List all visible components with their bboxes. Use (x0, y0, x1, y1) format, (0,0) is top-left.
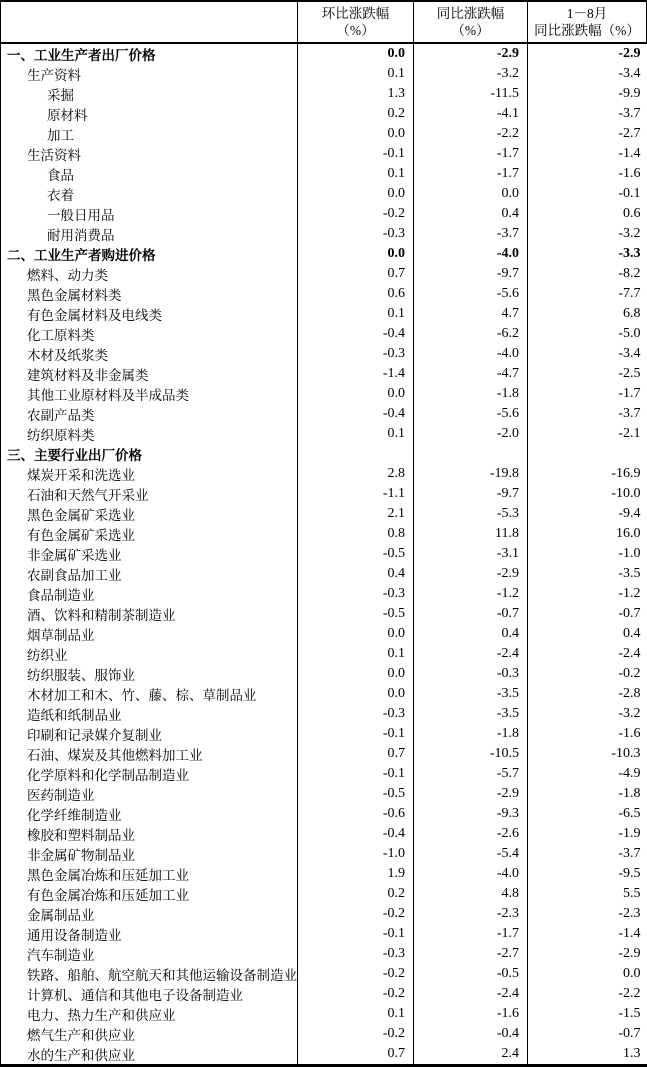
table-row (1, 144, 647, 164)
row-value: 2.1 (298, 504, 414, 524)
row-value: -3.5 (618, 566, 641, 581)
row-value: -5.6 (414, 404, 528, 424)
row-value: -0.2 (298, 984, 414, 1004)
row-label: 衣着 (1, 184, 298, 204)
row-value (298, 444, 414, 464)
header-row (1, 1, 647, 43)
row-value: 5.5 (623, 886, 641, 901)
row-value: -2.9 (414, 564, 528, 584)
row-value: 0.1 (298, 1004, 414, 1024)
table-row (1, 184, 647, 204)
row-label: 原材料 (1, 104, 298, 124)
row-label: 其他工业原材料及半成品类 (1, 384, 298, 404)
row-value: -3.7 (414, 224, 528, 244)
table-row (1, 844, 647, 864)
row-value: 0.2 (298, 104, 414, 124)
row-value: -9.7 (414, 484, 528, 504)
table-body (1, 43, 647, 1066)
table-row (1, 804, 647, 824)
row-value: -0.4 (298, 324, 414, 344)
row-value: -2.3 (414, 904, 528, 924)
table-header (1, 1, 647, 43)
table-row (1, 224, 647, 244)
row-label: 黑色金属材料类 (1, 284, 298, 304)
row-label: 黑色金属冶炼和压延加工业 (1, 864, 298, 884)
row-value: -10.5 (414, 744, 528, 764)
row-value: -1.8 (618, 786, 641, 801)
table-row (1, 404, 647, 424)
row-value: -1.6 (618, 166, 641, 181)
row-value: 0.1 (298, 164, 414, 184)
row-value: -0.7 (414, 604, 528, 624)
row-label: 纺织原料类 (1, 424, 298, 444)
header-col-ytd-line2: 同比涨跌幅（%） (534, 23, 640, 38)
row-value: -4.0 (414, 344, 528, 364)
row-value: -3.7 (618, 406, 641, 421)
table-row (1, 964, 647, 984)
row-value: -1.7 (618, 386, 641, 401)
table-row (1, 484, 647, 504)
row-value: -10.0 (611, 486, 641, 501)
header-col-mom-line1: 环比涨跌幅 (321, 6, 390, 21)
row-value: -1.9 (618, 826, 641, 841)
row-value: -0.2 (298, 1024, 414, 1044)
row-value: -2.9 (618, 946, 641, 961)
row-label: 有色金属材料及电线类 (1, 304, 298, 324)
row-value: -0.5 (298, 544, 414, 564)
table-row (1, 504, 647, 524)
row-value: -0.6 (298, 804, 414, 824)
row-label: 黑色金属矿采选业 (1, 504, 298, 524)
row-label: 铁路、船舶、航空航天和其他运输设备制造业 (1, 964, 298, 984)
row-label: 化学纤维制造业 (1, 804, 298, 824)
row-value: 0.6 (623, 206, 641, 221)
table-row (1, 644, 647, 664)
row-value: 2.8 (298, 464, 414, 484)
table-row (1, 524, 647, 544)
row-value: -2.2 (618, 986, 641, 1001)
header-col-ytd-line1: 1－8月 (566, 6, 608, 21)
row-value: -0.3 (414, 664, 528, 684)
row-value: 0.1 (298, 644, 414, 664)
row-value: -2.5 (618, 366, 641, 381)
row-value: -4.9 (618, 766, 641, 781)
row-value: -5.6 (414, 284, 528, 304)
row-value: -3.5 (414, 684, 528, 704)
row-label: 橡胶和塑料制品业 (1, 824, 298, 844)
row-label: 计算机、通信和其他电子设备制造业 (1, 984, 298, 1004)
row-value: -2.7 (414, 944, 528, 964)
row-label: 石油和天然气开采业 (1, 484, 298, 504)
row-value: -0.4 (414, 1024, 528, 1044)
row-label: 燃料、动力类 (1, 264, 298, 284)
row-value: -0.3 (298, 704, 414, 724)
row-label: 木材及纸浆类 (1, 344, 298, 364)
row-value: -7.7 (618, 286, 641, 301)
row-value: -1.4 (298, 364, 414, 384)
header-col-mom (298, 1, 414, 43)
row-label: 生活资料 (1, 144, 298, 164)
table-row (1, 444, 647, 464)
row-label: 有色金属冶炼和压延加工业 (1, 884, 298, 904)
row-label: 燃气生产和供应业 (1, 1024, 298, 1044)
row-value: 16.0 (616, 526, 641, 541)
row-label: 酒、饮料和精制茶制造业 (1, 604, 298, 624)
row-value: -0.7 (618, 606, 641, 621)
row-value: 0.7 (298, 1044, 414, 1066)
row-label: 造纸和纸制品业 (1, 704, 298, 724)
row-value: 0.4 (414, 204, 528, 224)
row-label: 金属制品业 (1, 904, 298, 924)
row-value: -3.7 (618, 846, 641, 861)
row-value: -2.7 (618, 126, 641, 141)
row-value: -9.5 (618, 866, 641, 881)
row-value: -3.4 (618, 346, 641, 361)
row-value: 11.8 (414, 524, 528, 544)
row-value: -5.3 (414, 504, 528, 524)
row-value: -1.8 (414, 384, 528, 404)
row-value: 0.0 (298, 664, 414, 684)
row-value: 0.0 (298, 384, 414, 404)
row-label: 有色金属矿采选业 (1, 524, 298, 544)
table-row (1, 724, 647, 744)
row-value: -1.4 (618, 926, 641, 941)
row-value: -3.2 (414, 64, 528, 84)
table-row (1, 704, 647, 724)
table-row (1, 104, 647, 124)
row-value: -16.9 (611, 466, 641, 481)
row-label: 电力、热力生产和供应业 (1, 1004, 298, 1024)
row-value: -2.4 (414, 984, 528, 1004)
row-label: 食品 (1, 164, 298, 184)
table-row (1, 784, 647, 804)
row-label: 煤炭开采和洗选业 (1, 464, 298, 484)
table-row (1, 244, 647, 264)
row-value: -1.4 (618, 146, 641, 161)
row-value: -0.1 (298, 724, 414, 744)
row-value: 0.7 (298, 264, 414, 284)
table-row (1, 924, 647, 944)
row-value: -2.8 (618, 686, 641, 701)
row-value: -0.2 (298, 904, 414, 924)
row-value: 0.0 (298, 43, 414, 64)
row-value: -2.3 (618, 906, 641, 921)
row-label: 二、工业生产者购进价格 (1, 244, 298, 264)
row-value: -1.0 (298, 844, 414, 864)
row-value: -9.4 (618, 506, 641, 521)
row-value: -9.3 (414, 804, 528, 824)
row-label: 木材加工和木、竹、藤、棕、草制品业 (1, 684, 298, 704)
row-value: -0.2 (618, 666, 641, 681)
row-value: 1.9 (298, 864, 414, 884)
row-value: -0.3 (298, 344, 414, 364)
row-label: 纺织业 (1, 644, 298, 664)
row-value: 0.0 (414, 184, 528, 204)
row-value: 0.4 (298, 564, 414, 584)
table-row (1, 884, 647, 904)
table-row (1, 584, 647, 604)
row-value: -2.1 (618, 426, 641, 441)
row-value: -0.3 (298, 224, 414, 244)
table-row (1, 824, 647, 844)
row-value: -3.1 (414, 544, 528, 564)
table-row (1, 984, 647, 1004)
table-row (1, 1024, 647, 1044)
row-value: 0.6 (298, 284, 414, 304)
row-value: 0.1 (298, 304, 414, 324)
row-label: 水的生产和供应业 (1, 1044, 298, 1066)
row-value: -9.9 (618, 86, 641, 101)
row-value: -11.5 (414, 84, 528, 104)
row-value: -0.1 (618, 186, 641, 201)
row-value: 0.4 (414, 624, 528, 644)
row-value: -0.1 (298, 764, 414, 784)
row-value: -3.4 (618, 66, 641, 81)
table-row (1, 124, 647, 144)
row-value: -1.0 (618, 546, 641, 561)
row-value: -0.4 (298, 404, 414, 424)
row-label: 非金属矿物制品业 (1, 844, 298, 864)
row-value (528, 444, 647, 464)
row-value: -0.7 (618, 1026, 641, 1041)
header-col-yoy-line2: （%） (451, 23, 490, 38)
row-value: 0.8 (298, 524, 414, 544)
row-value: -0.2 (298, 204, 414, 224)
table-row (1, 864, 647, 884)
row-label: 三、主要行业出厂价格 (1, 444, 298, 464)
row-label: 采掘 (1, 84, 298, 104)
row-value: 0.2 (298, 884, 414, 904)
row-label: 印刷和记录媒介复制业 (1, 724, 298, 744)
row-value: 0.4 (623, 626, 641, 641)
row-value: -2.9 (414, 43, 528, 64)
row-label: 汽车制造业 (1, 944, 298, 964)
table-row (1, 464, 647, 484)
row-label: 通用设备制造业 (1, 924, 298, 944)
row-value: -1.7 (414, 164, 528, 184)
row-value: -0.4 (298, 824, 414, 844)
row-value: 0.0 (623, 966, 641, 981)
row-label: 农副食品加工业 (1, 564, 298, 584)
row-label: 烟草制品业 (1, 624, 298, 644)
row-value: -3.2 (618, 226, 641, 241)
row-value: -1.8 (414, 724, 528, 744)
table-row (1, 1004, 647, 1024)
row-value: -2.0 (414, 424, 528, 444)
row-value: -4.0 (414, 864, 528, 884)
row-label: 食品制造业 (1, 584, 298, 604)
row-value: -6.2 (414, 324, 528, 344)
row-value: 0.0 (298, 184, 414, 204)
row-value: -2.6 (414, 824, 528, 844)
row-value: -0.5 (414, 964, 528, 984)
row-label: 石油、煤炭及其他燃料加工业 (1, 744, 298, 764)
row-value: -9.7 (414, 264, 528, 284)
row-value: -3.2 (618, 706, 641, 721)
row-value: 0.0 (298, 244, 414, 264)
table-row (1, 43, 647, 64)
row-value: -1.5 (618, 1006, 641, 1021)
row-value: -1.2 (618, 586, 641, 601)
row-value: -0.1 (298, 144, 414, 164)
table-row (1, 284, 647, 304)
table-row (1, 164, 647, 184)
table-row (1, 384, 647, 404)
header-col-yoy (414, 1, 528, 43)
row-value: -0.5 (298, 604, 414, 624)
row-value: -1.1 (298, 484, 414, 504)
row-label: 化学原料和化学制品制造业 (1, 764, 298, 784)
row-value: 0.0 (298, 684, 414, 704)
row-value: -4.0 (414, 244, 528, 264)
row-label: 建筑材料及非金属类 (1, 364, 298, 384)
row-value: -19.8 (414, 464, 528, 484)
row-label: 加工 (1, 124, 298, 144)
row-value: -0.3 (298, 944, 414, 964)
row-value: -8.2 (618, 266, 641, 281)
row-value: 0.1 (298, 424, 414, 444)
table-row (1, 364, 647, 384)
row-value: -4.7 (414, 364, 528, 384)
row-value: -0.3 (298, 584, 414, 604)
row-value: -4.1 (414, 104, 528, 124)
row-value: -10.3 (611, 746, 641, 761)
table-row (1, 84, 647, 104)
table-row (1, 944, 647, 964)
header-col-yoy-line1: 同比涨跌幅 (436, 6, 505, 21)
table-row (1, 544, 647, 564)
row-label: 纺织服装、服饰业 (1, 664, 298, 684)
row-value: 0.1 (298, 64, 414, 84)
row-value: -1.2 (414, 584, 528, 604)
row-value: -0.2 (298, 964, 414, 984)
row-value: -2.9 (414, 784, 528, 804)
row-label: 耐用消费品 (1, 224, 298, 244)
table-row (1, 424, 647, 444)
row-value: -3.5 (414, 704, 528, 724)
row-value: 0.0 (298, 624, 414, 644)
table-row (1, 664, 647, 684)
row-value (414, 444, 528, 464)
row-value: -3.7 (618, 106, 641, 121)
row-value: -5.0 (618, 326, 641, 341)
row-label: 医药制造业 (1, 784, 298, 804)
table-row (1, 564, 647, 584)
row-value: 0.0 (298, 124, 414, 144)
header-col-ytd (528, 1, 647, 43)
row-value: 4.7 (414, 304, 528, 324)
table-row (1, 904, 647, 924)
row-label: 化工原料类 (1, 324, 298, 344)
row-value: 6.8 (623, 306, 641, 321)
table-row (1, 684, 647, 704)
row-value: -5.7 (414, 764, 528, 784)
table-row (1, 1044, 647, 1066)
table-row (1, 324, 647, 344)
row-value: -1.7 (414, 144, 528, 164)
table-row (1, 624, 647, 644)
row-value: -2.2 (414, 124, 528, 144)
row-value: -2.4 (618, 646, 641, 661)
table-row (1, 304, 647, 324)
row-value: -2.9 (618, 46, 641, 61)
row-value: 1.3 (623, 1046, 641, 1061)
row-value: -2.4 (414, 644, 528, 664)
row-value: 4.8 (414, 884, 528, 904)
row-value: 0.7 (298, 744, 414, 764)
row-label: 一般日用品 (1, 204, 298, 224)
row-label: 一、工业生产者出厂价格 (1, 43, 298, 64)
row-label: 生产资料 (1, 64, 298, 84)
table-row (1, 64, 647, 84)
row-value: 2.4 (414, 1044, 528, 1066)
row-value: -0.5 (298, 784, 414, 804)
row-value: -0.1 (298, 924, 414, 944)
row-value: -5.4 (414, 844, 528, 864)
row-value: -6.5 (618, 806, 641, 821)
header-row-label-column (1, 1, 298, 43)
table-row (1, 264, 647, 284)
row-value: -1.6 (414, 1004, 528, 1024)
row-value: -1.6 (618, 726, 641, 741)
row-value: -1.7 (414, 924, 528, 944)
row-value: -3.3 (618, 246, 641, 261)
table-row (1, 204, 647, 224)
row-label: 农副产品类 (1, 404, 298, 424)
header-col-mom-line2: （%） (336, 23, 375, 38)
table-row (1, 344, 647, 364)
table-row (1, 604, 647, 624)
row-value: 1.3 (298, 84, 414, 104)
row-label: 非金属矿采选业 (1, 544, 298, 564)
table-row (1, 744, 647, 764)
table-row (1, 764, 647, 784)
